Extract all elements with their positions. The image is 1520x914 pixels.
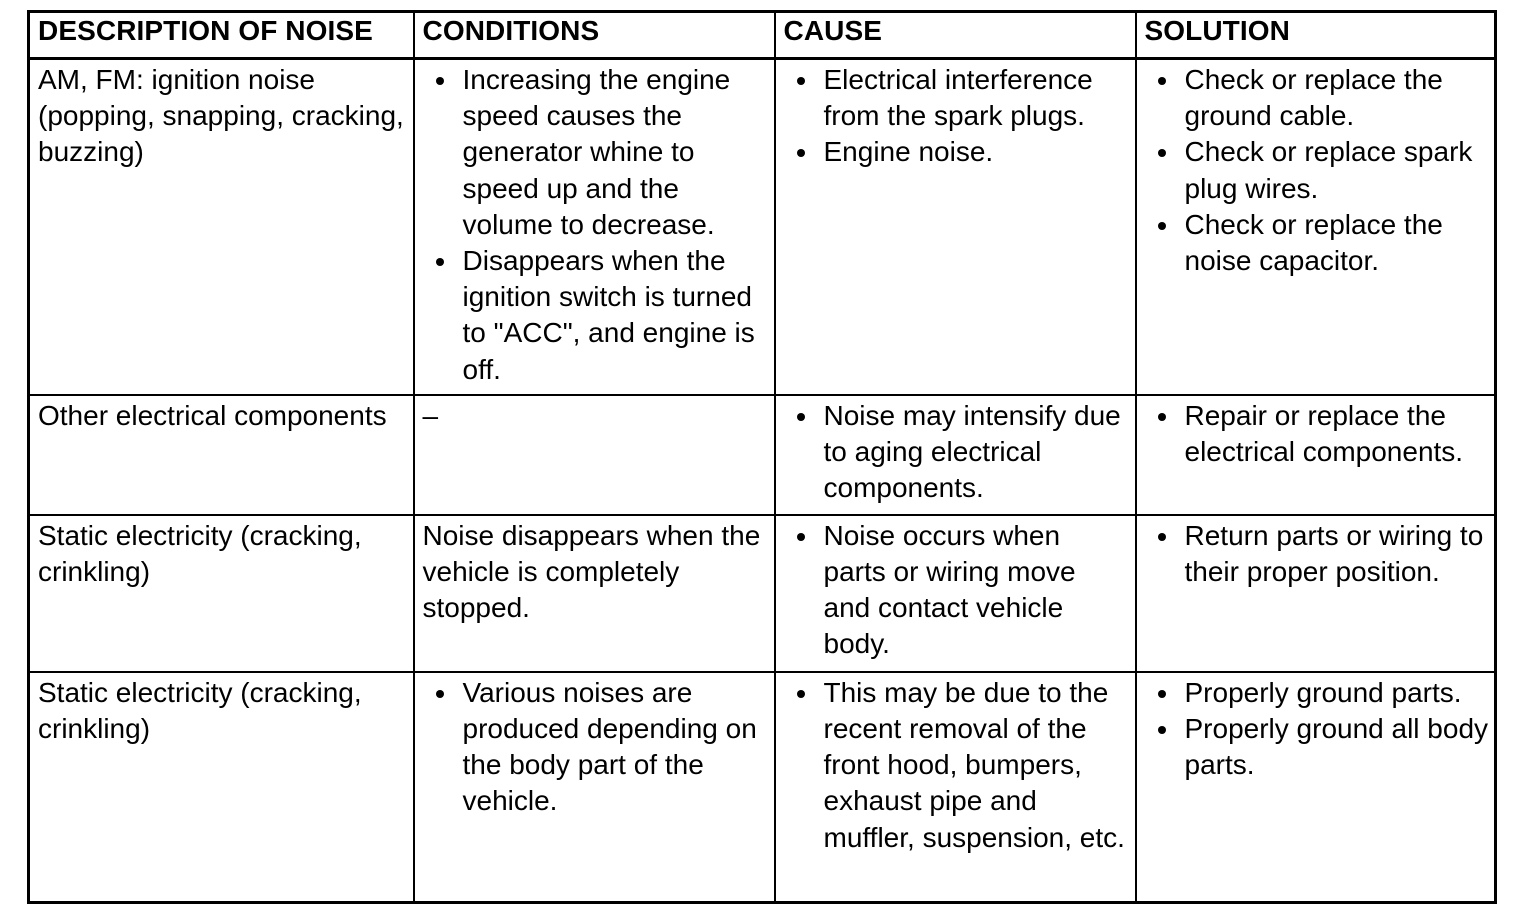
description-cell: Other electrical components bbox=[29, 395, 414, 515]
list-item: Increasing the engine speed causes the generator whine to speed up and the volume to decrease. bbox=[423, 62, 768, 243]
cause-list bbox=[784, 518, 1129, 663]
table-row bbox=[29, 59, 1496, 395]
cause-cell bbox=[775, 672, 1136, 903]
conditions-cell bbox=[414, 59, 775, 395]
cause-list bbox=[784, 675, 1129, 856]
solution-list bbox=[1145, 675, 1489, 784]
cause-list bbox=[784, 398, 1129, 507]
header-description: DESCRIPTION OF NOISE bbox=[29, 12, 414, 59]
list-item: Noise occurs when parts or wiring move and contact vehicle body. bbox=[784, 518, 1129, 663]
list-item: This may be due to the recent removal of the front hood, bumpers, exhaust pipe and muffler, suspension, etc. bbox=[784, 675, 1129, 856]
table-row bbox=[29, 672, 1496, 903]
description-cell: AM, FM: ignition noise (popping, snapping, cracking, buzzing) bbox=[29, 59, 414, 395]
solution-cell bbox=[1136, 672, 1496, 903]
list-item: Properly ground all body parts. bbox=[1145, 711, 1489, 783]
cause-cell bbox=[775, 395, 1136, 515]
list-item: Properly ground parts. bbox=[1145, 675, 1489, 711]
solution-cell bbox=[1136, 515, 1496, 672]
header-row bbox=[29, 12, 1496, 59]
solution-list bbox=[1145, 62, 1489, 279]
list-item: Noise may intensify due to aging electrical components. bbox=[784, 398, 1129, 507]
conditions-cell: Noise disappears when the vehicle is completely stopped. bbox=[414, 515, 775, 672]
header-solution: SOLUTION bbox=[1136, 12, 1496, 59]
cause-cell bbox=[775, 515, 1136, 672]
list-item: Check or replace spark plug wires. bbox=[1145, 134, 1489, 206]
noise-troubleshooting-table bbox=[27, 10, 1497, 904]
conditions-list bbox=[423, 675, 768, 820]
solution-cell bbox=[1136, 59, 1496, 395]
solution-list bbox=[1145, 518, 1489, 590]
table-row bbox=[29, 395, 1496, 515]
list-item: Various noises are produced depending on the body part of the vehicle. bbox=[423, 675, 768, 820]
cause-list bbox=[784, 62, 1129, 171]
solution-cell bbox=[1136, 395, 1496, 515]
list-item: Return parts or wiring to their proper position. bbox=[1145, 518, 1489, 590]
header-cause: CAUSE bbox=[775, 12, 1136, 59]
description-cell: Static electricity (cracking, crinkling) bbox=[29, 515, 414, 672]
list-item: Repair or replace the electrical components. bbox=[1145, 398, 1489, 470]
description-cell: Static electricity (cracking, crinkling) bbox=[29, 672, 414, 903]
list-item: Check or replace the ground cable. bbox=[1145, 62, 1489, 134]
cause-cell bbox=[775, 59, 1136, 395]
solution-list bbox=[1145, 398, 1489, 470]
list-item: Engine noise. bbox=[784, 134, 1129, 170]
conditions-cell: – bbox=[414, 395, 775, 515]
header-conditions: CONDITIONS bbox=[414, 12, 775, 59]
list-item: Check or replace the noise capacitor. bbox=[1145, 207, 1489, 279]
conditions-cell bbox=[414, 672, 775, 903]
list-item: Electrical interference from the spark plugs. bbox=[784, 62, 1129, 134]
table-row bbox=[29, 515, 1496, 672]
conditions-list bbox=[423, 62, 768, 388]
list-item: Disappears when the ignition switch is turned to "ACC", and engine is off. bbox=[423, 243, 768, 388]
